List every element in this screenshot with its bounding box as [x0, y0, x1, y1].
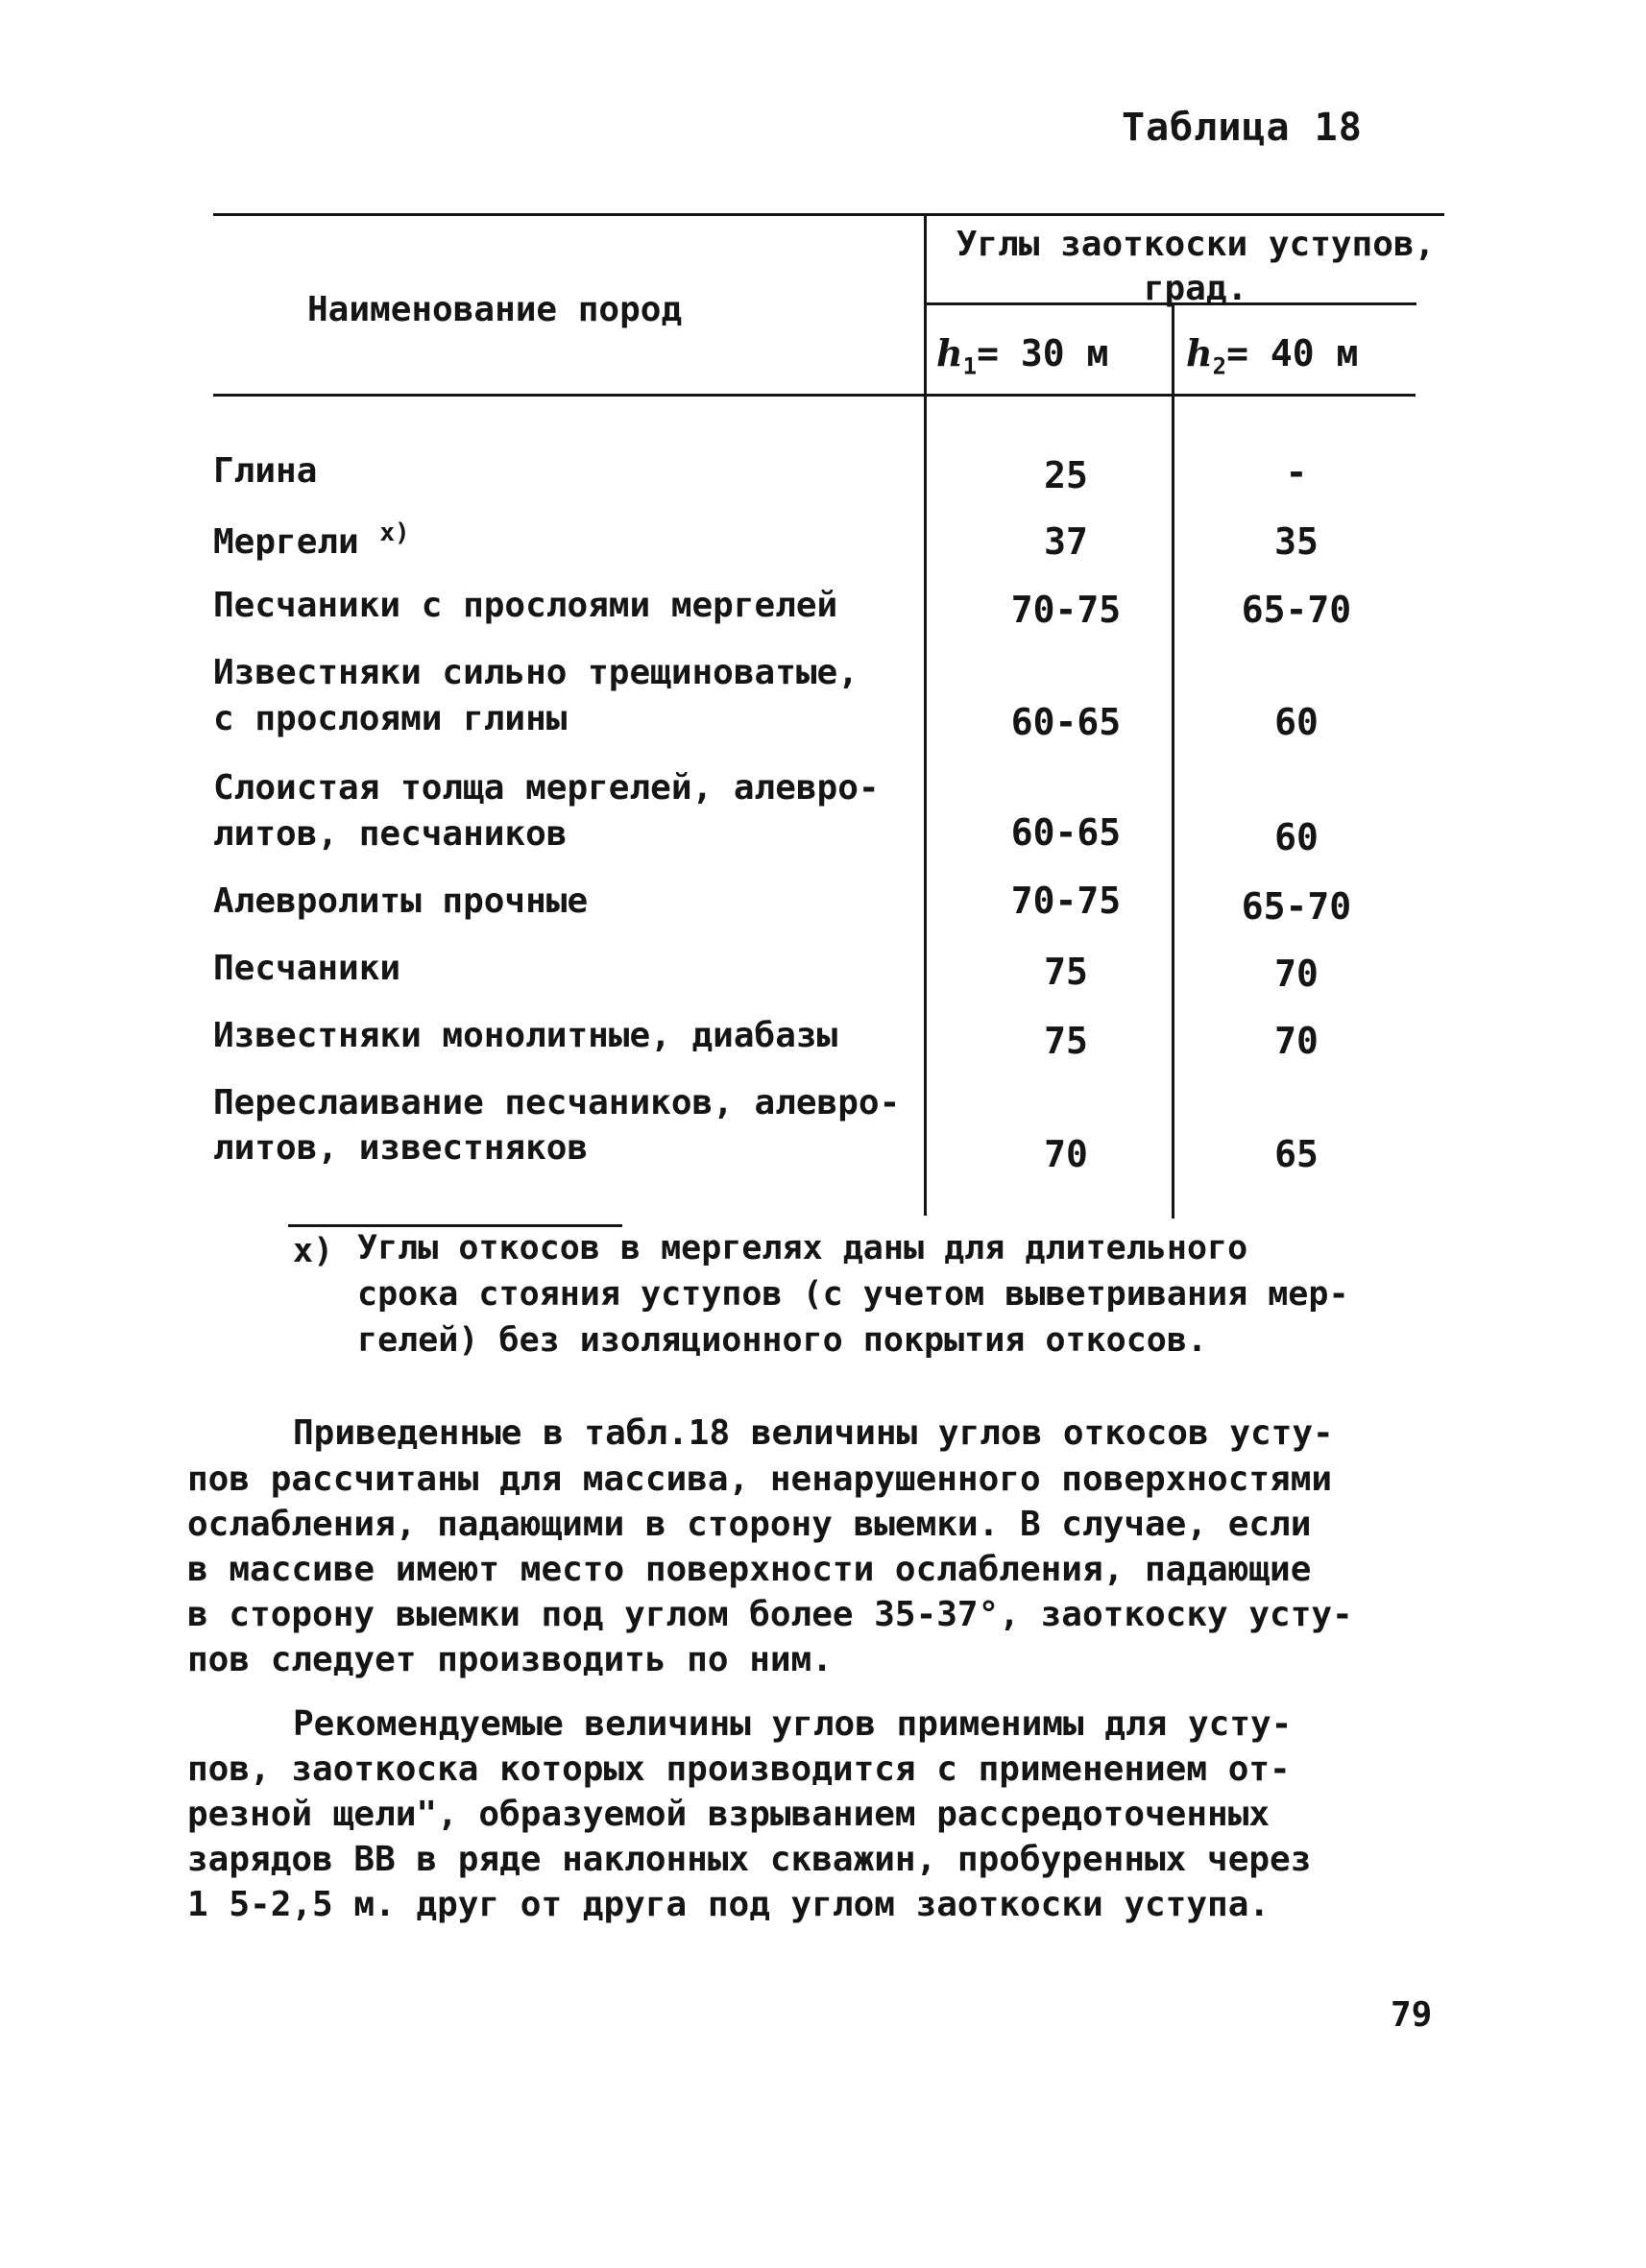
row-h1-value: 75 — [1044, 1020, 1088, 1062]
row-h1-value: 37 — [1044, 520, 1088, 563]
paragraph-line: в сторону выемки под углом более 35-37°, заоткоску усту- — [187, 1595, 1353, 1634]
header-bottom-rule — [213, 394, 1416, 397]
h2-symbol: h — [1186, 331, 1213, 374]
row-h2-value: 65-70 — [1241, 885, 1352, 928]
row-name-line2: литов, известняков — [213, 1128, 589, 1168]
row-h1-value: 70-75 — [1010, 880, 1122, 922]
row-h2-value: 70 — [1274, 953, 1319, 995]
paragraph-line: в массиве имеют место поверхности ослабления, падающие — [187, 1550, 1312, 1589]
paragraph-line: пов следует производить по ним. — [187, 1640, 833, 1679]
row-h1-value: 70-75 — [1010, 589, 1122, 631]
table-top-rule — [213, 213, 1444, 216]
h1-index: 1 — [962, 352, 978, 380]
footnote-line: гелей) без изоляционного покрытия откосов. — [357, 1321, 1208, 1360]
paragraph-line: Приведенные в табл.18 величины углов откосов усту- — [293, 1413, 1334, 1453]
row-name: Песчаники — [213, 949, 401, 988]
row-h2-value: 70 — [1274, 1020, 1319, 1062]
row-h2-value: 35 — [1274, 520, 1319, 563]
row-h2-value: 60 — [1274, 816, 1319, 858]
row-name: Песчаники с прослоями мергелей — [213, 586, 838, 625]
column-header-h2 — [1186, 331, 1358, 380]
column-header-name: Наименование пород — [307, 290, 683, 329]
row-name-line1: Переслаивание песчаников, алевро- — [213, 1083, 901, 1122]
h1-value: = 30 м — [977, 332, 1109, 374]
footnote-marker-label: х) — [293, 1232, 334, 1270]
row-h1-value: 60-65 — [1010, 811, 1122, 854]
column-header-h1 — [936, 331, 1108, 380]
row-name: Алевролиты прочные — [213, 881, 589, 921]
paragraph-line: зарядов ВВ в ряде наклонных скважин, пробуренных через — [187, 1840, 1312, 1879]
row-h2-value: - — [1285, 451, 1308, 494]
row-h1-value: 25 — [1044, 454, 1088, 496]
row-name-text: Мергели — [213, 522, 359, 562]
row-h1-value: 75 — [1044, 951, 1088, 993]
paragraph-line: Рекомендуемые величины углов применимы для усту- — [293, 1704, 1293, 1744]
table-caption: Таблица 18 — [1122, 106, 1363, 150]
row-name-line1: Слоистая толща мергелей, алевро- — [213, 768, 880, 808]
footnote-rule — [288, 1224, 622, 1227]
row-name-line2: литов, песчаников — [213, 814, 568, 854]
table-vline-2 — [1172, 302, 1174, 1218]
page-number: 79 — [1391, 1995, 1433, 2035]
angles-header-text: Углы заоткоски уступов, град. — [956, 225, 1436, 308]
paragraph-line: 1 5-2,5 м. друг от друга под углом заоткоски уступа. — [187, 1885, 1271, 1924]
h2-value: = 40 м — [1226, 332, 1359, 374]
h1-symbol: h — [936, 331, 963, 374]
row-name — [213, 519, 410, 562]
paragraph-line: пов рассчитаны для массива, ненарушенного поверхностями — [187, 1460, 1333, 1499]
footnote-line: Углы откосов в мергелях даны для длительного — [357, 1229, 1248, 1267]
footnote-line: срока стояния уступов (с учетом выветривания мер- — [357, 1275, 1349, 1314]
row-name: Глина — [213, 451, 318, 491]
row-name-line2: с прослоями глины — [213, 699, 568, 738]
row-h2-value: 65 — [1274, 1133, 1319, 1175]
row-h2-value: 65-70 — [1241, 589, 1352, 631]
h2-index: 2 — [1212, 352, 1227, 380]
row-h1-value: 70 — [1044, 1133, 1088, 1175]
paragraph-line: резной щели", образуемой взрыванием рассредоточенных — [187, 1795, 1271, 1834]
row-name-line1: Известняки сильно трещиноватые, — [213, 653, 859, 692]
row-h2-value: 60 — [1274, 701, 1319, 743]
paragraph-line: ослабления, падающими в сторону выемки. В случае, если — [187, 1505, 1312, 1544]
footnote-marker: х) — [379, 519, 410, 547]
paragraph-line: пов, заоткоска которых производится с применением от- — [187, 1749, 1291, 1789]
column-header-angles — [936, 223, 1455, 311]
row-h1-value: 60-65 — [1010, 701, 1122, 743]
row-name: Известняки монолитные, диабазы — [213, 1016, 838, 1055]
